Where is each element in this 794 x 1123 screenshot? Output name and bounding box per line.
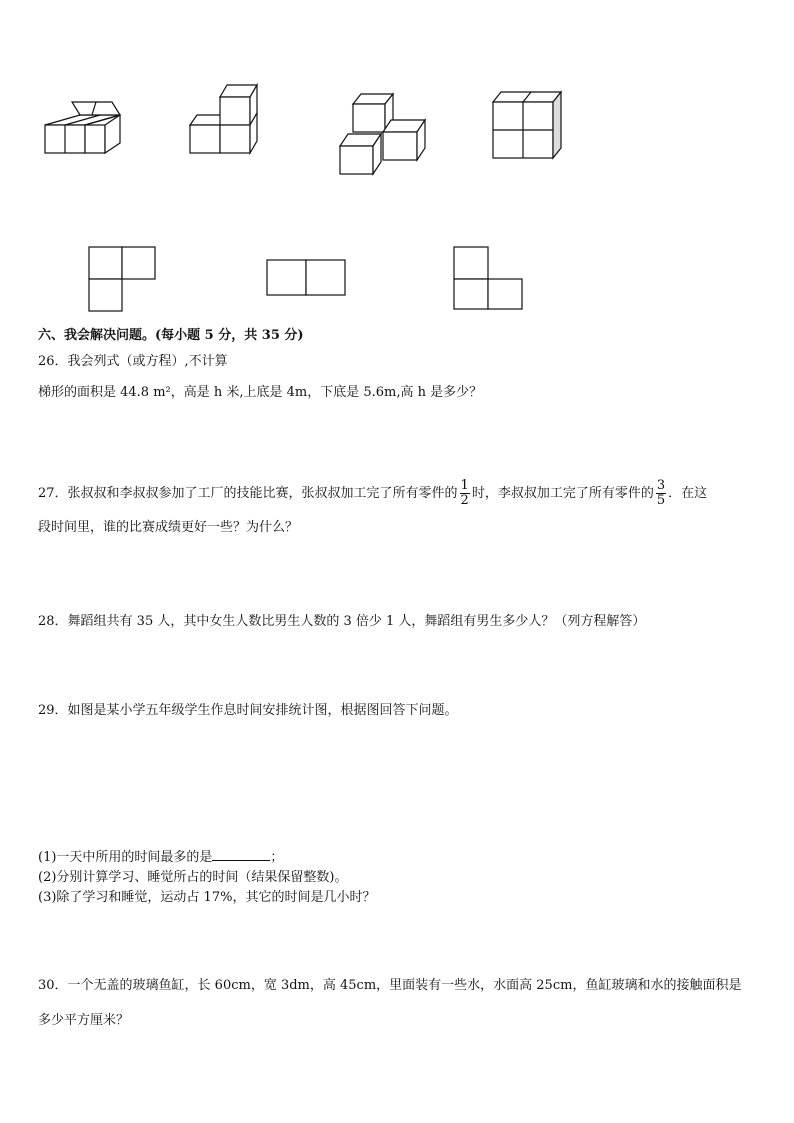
cube-figure-2	[185, 80, 265, 160]
q27-fraction-2	[656, 479, 666, 508]
q29-sub2: (2)分别计算学习、睡觉所占的时间（结果保留整数)。	[38, 870, 348, 885]
view-figure-3	[450, 244, 530, 314]
answer-blank[interactable]	[212, 848, 270, 861]
q29-sub1-text: (1)一天中所用的时间最多的是	[38, 850, 213, 865]
q27-line2: 段时间里，谁的比赛成绩更好一些？为什么？	[38, 520, 299, 535]
fraction-1-denominator: 2	[460, 493, 469, 508]
section-heading: 六、我会解决问题。(每小题 5 分，共 35 分)	[38, 328, 304, 343]
cube-figure-1	[40, 95, 130, 160]
q27-text-c: ．在这	[668, 486, 708, 501]
q26-title: 26．我会列式（或方程）,不计算	[38, 354, 228, 369]
q29-sub1	[38, 848, 283, 867]
view-figure-2	[263, 256, 348, 301]
q26-text: 梯形的面积是 44.8 m²，高是 h 米,上底是 4m，下底是 5.6m,高 h 是多少？	[38, 385, 483, 400]
fraction-2-denominator: 5	[656, 493, 666, 508]
q29-sub3: (3)除了学习和睡觉，运动占 17%，其它的时间是几小时？	[38, 890, 376, 905]
q29-sub1-end: ；	[270, 850, 284, 865]
cube-figure-3	[335, 88, 435, 180]
cube-figure-4	[488, 88, 573, 164]
q27-text-a: 27．张叔叔和李叔叔参加了工厂的技能比赛，张叔叔加工完了所有零件的	[38, 486, 458, 501]
q30-line2: 多少平方厘米？	[38, 1013, 130, 1028]
q30-line1: 30．一个无盖的玻璃鱼缸，长 60cm，宽 3dm，高 45cm，里面装有一些水，水面高 25cm，鱼缸玻璃和水的接触面积是	[38, 978, 742, 993]
q28-text: 28．舞蹈组共有 35 人，其中女生人数比男生人数的 3 倍少 1 人，舞蹈组有男生多少人？（列方程解答）	[38, 614, 646, 629]
q29-text: 29．如图是某小学五年级学生作息时间安排统计图，根据图回答下问题。	[38, 703, 458, 718]
q27-fraction-1	[460, 479, 470, 508]
q27-line1	[38, 475, 707, 513]
fraction-1-numerator: 1	[460, 478, 469, 493]
fraction-2-numerator: 3	[656, 478, 666, 493]
q27-text-b: 时，李叔叔加工完了所有零件的	[471, 486, 654, 501]
view-figure-1	[85, 244, 160, 314]
